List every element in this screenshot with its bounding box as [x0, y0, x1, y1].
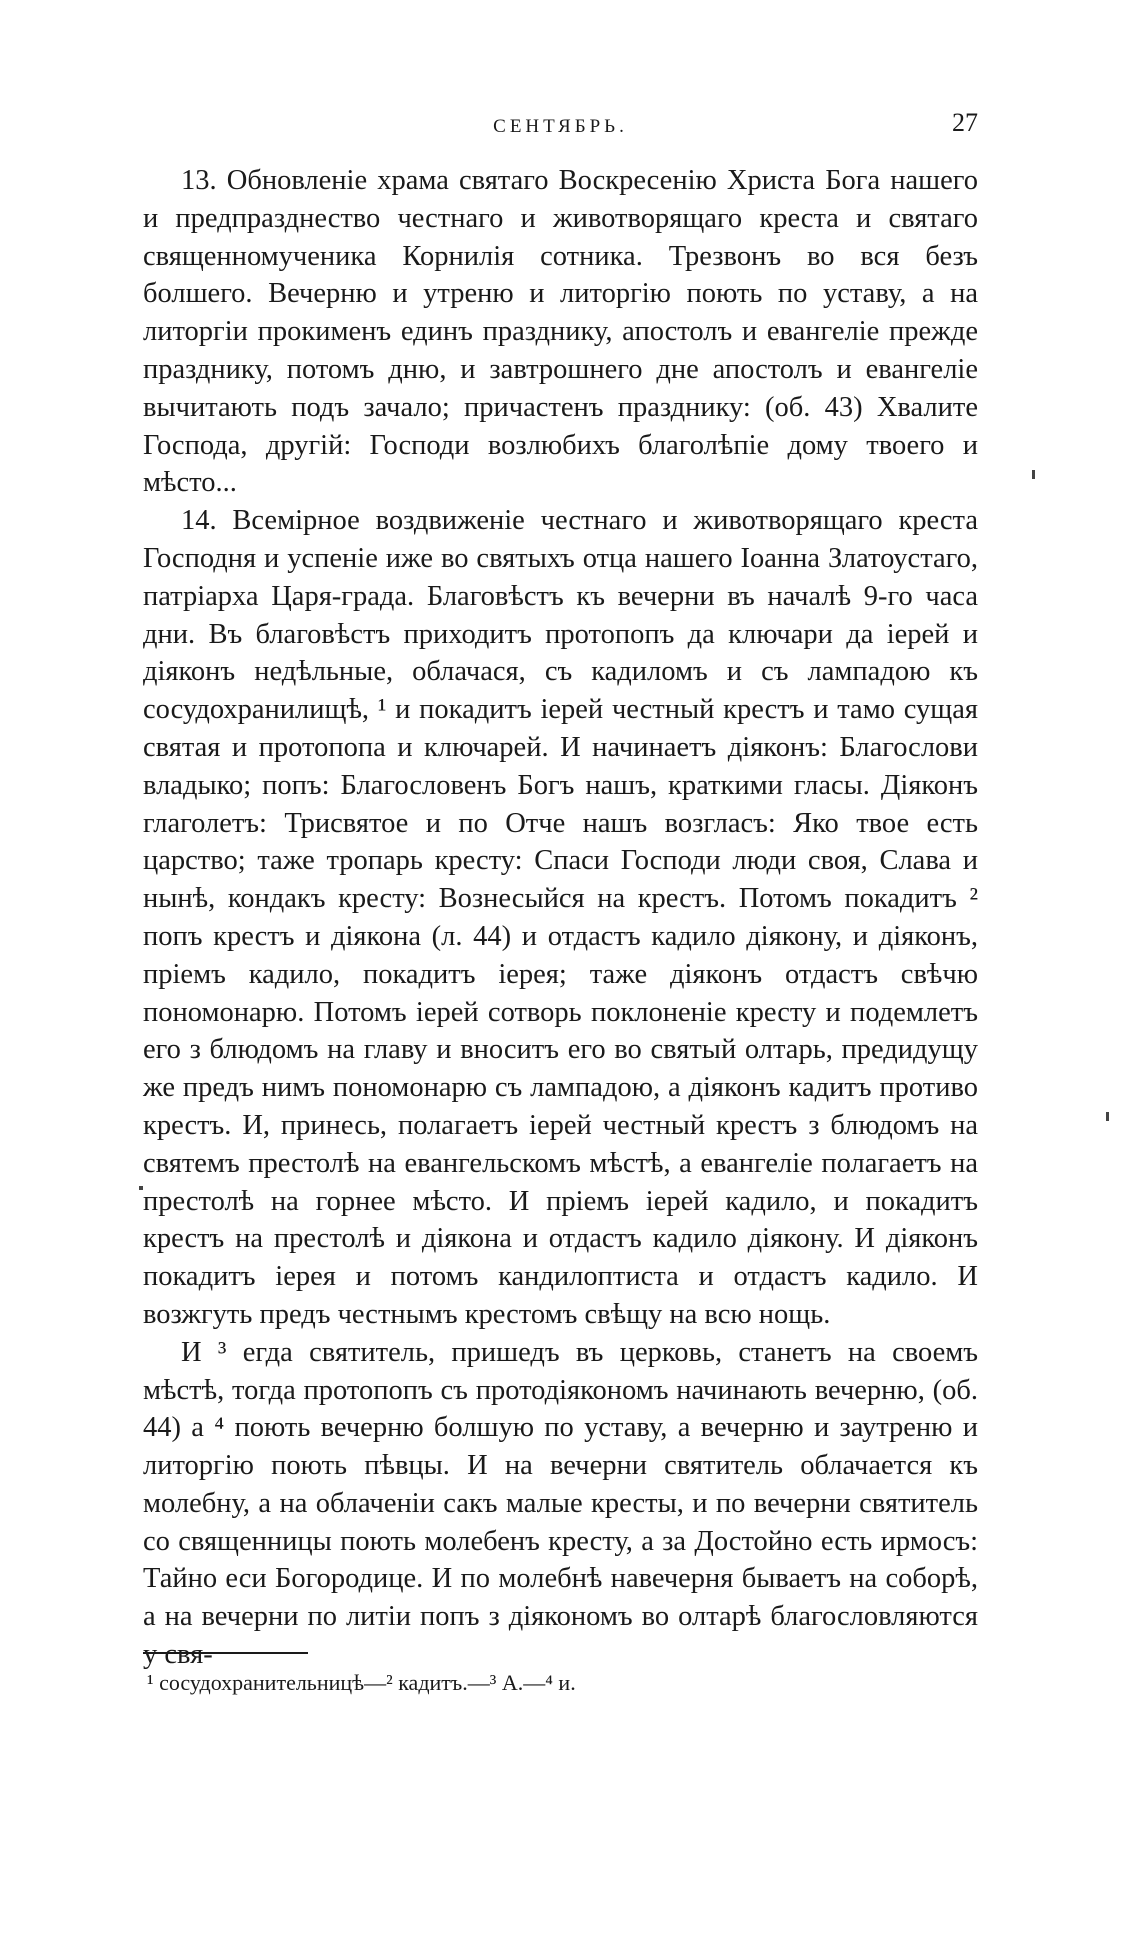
paragraph-evening-service: И ³ егда святитель, пришедъ въ церковь, станетъ на своемъ мѣстѣ, тогда протопопъ съ протодіякономъ начинають вечерню, (об. 44) а ⁴ поють вечерню болшую по уставу, а вечерню и заутреню и литоргію поють пѣвцы. И на вечерни святитель облачается къ молебну, а на облаченіи сакъ малые кресты, и по вечерни святитель со священницы поють молебенъ кресту, а за Достойно есть ирмосъ: Тайно еси Богородице. И по молебнѣ навечерня бываетъ на соборѣ, а на вечерни по литіи попъ з діякономъ во олтарѣ благословляются у свя- — [143, 1336, 978, 1671]
main-text — [143, 162, 978, 1674]
running-title: СЕНТЯБРЬ. — [493, 116, 628, 137]
margin-mark — [139, 1186, 143, 1190]
running-head — [143, 108, 978, 148]
paragraph-14: 14. Всемірное воздвиженіе честнаго и животворящаго креста Господня и успеніе иже во святыхъ отца нашего Іоанна Златоустаго, патріарха Царя-града. Благовѣстъ къ вечерни въ началѣ 9-го часа дни. Въ благовѣстъ приходитъ протопопъ да ключари да іерей и діяконъ недѣльные, облачася, съ кадиломъ и съ лампадою къ сосудохранилищѣ, ¹ и покадитъ іерей честный крестъ и тамо сущая святая и протопопа и ключарей. И начинаетъ діяконъ: Благослови владыко; попъ: Благословенъ Богъ нашъ, краткими гласы. Діяконъ глаголетъ: Трисвятое и по Отче нашъ возгласъ: Яко твое есть царство; таже тропарь кресту: Спаси Господи люди своя, Слава и нынѣ, кондакъ кресту: Вознесыйся на крестъ. Потомъ покадитъ ² попъ крестъ и діякона (л. 44) и отдастъ кадило діякону, и діяконъ, пріемъ кадило, покадитъ іерея; таже діяконъ отдастъ свѣчю пономонарю. Потомъ іерей сотворь поклоненіе кресту и подемлетъ его з блюдомъ на главу и вноситъ его во святый олтарь, предидущу же предъ нимъ пономонарю съ лампадою, а діяконъ кадитъ противо крестъ. И, принесь, полагаетъ іерей честный крестъ з блюдомъ на святемъ престолѣ на евангельскомъ мѣстѣ, а евангеліе полагаетъ на престолѣ на горнее мѣсто. И пріемъ іерей кадило, и покадитъ крестъ на престолѣ и діякона и отдастъ кадило діякону. И діяконъ покадитъ іерея и потомъ кандилоптиста и отдастъ кадило. И возжгуть предъ честнымъ крестомъ свѣщу на всю нощь. — [143, 505, 978, 1330]
margin-mark — [1032, 470, 1035, 479]
page-number: 27 — [952, 108, 978, 137]
footnotes: ¹ сосудохранительницѣ—² кадитъ.—³ А.—⁴ и. — [147, 1670, 576, 1695]
footnote-separator — [143, 1652, 308, 1654]
paragraph-13: 13. Обновленіе храма святаго Воскресенію Христа Бога нашего и предпразднество честнаго и животворящаго креста и святаго священномученика Корнилія сотника. Трезвонъ во вся безъ болшего. Вечерню и утреню и литоргію поють по уставу, а на литоргіи прокименъ единъ празднику, апостолъ и евангеліе прежде празднику, потомъ дню, и завтрошнего дне апостолъ и евангеліе вычитають подъ зачало; причастенъ празднику: (об. 43) Хвалите Господа, другій: Господи возлюбихъ благолѣпіе дому твоего и мѣсто... — [143, 165, 978, 499]
margin-mark — [1106, 1112, 1109, 1121]
